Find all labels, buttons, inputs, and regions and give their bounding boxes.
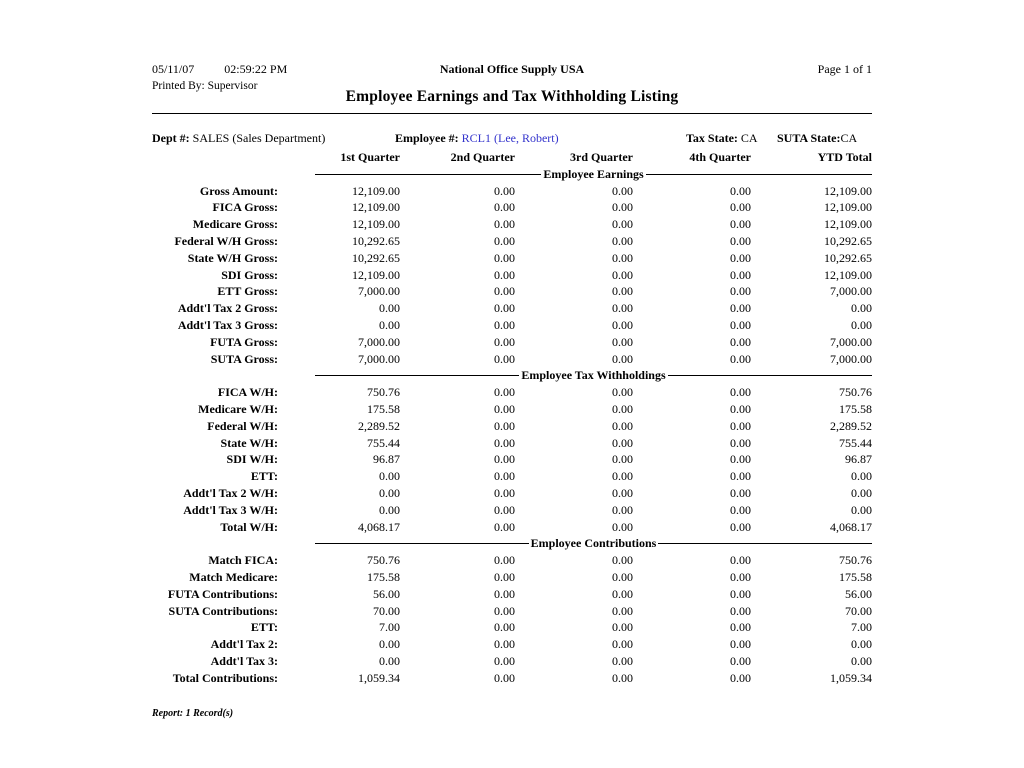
row-label: FICA W/H: — [217, 385, 278, 400]
value-cell: 7,000.00 — [358, 334, 400, 349]
column-header-spacer — [152, 149, 280, 166]
section-header — [315, 166, 872, 183]
tax-state-label: Tax State: — [686, 131, 738, 145]
table-row — [152, 267, 872, 284]
value-cell: 0.00 — [612, 301, 633, 316]
value-cell: 0.00 — [494, 233, 515, 248]
value-cell: 70.00 — [845, 603, 872, 618]
value-cell: 0.00 — [730, 217, 751, 232]
value-cell: 0.00 — [612, 284, 633, 299]
value-cell: 7,000.00 — [830, 284, 872, 299]
value-cell: 0.00 — [730, 317, 751, 332]
value-cell: 0.00 — [379, 301, 400, 316]
section-title: Employee Contributions — [530, 536, 657, 551]
table-row — [152, 468, 872, 485]
table-row — [152, 636, 872, 653]
column-header-q4: 4th Quarter — [689, 150, 751, 164]
table-row — [152, 418, 872, 435]
value-cell: 7.00 — [851, 620, 872, 635]
value-cell: 0.00 — [379, 653, 400, 668]
value-cell: 0.00 — [379, 502, 400, 517]
value-cell: 0.00 — [612, 553, 633, 568]
suta-state-value: CA — [840, 131, 858, 145]
employee-link[interactable]: RCL1 (Lee, Robert) — [461, 131, 559, 145]
table-row — [152, 619, 872, 636]
value-cell: 0.00 — [730, 569, 751, 584]
table-row — [152, 199, 872, 216]
value-cell: 750.76 — [367, 385, 400, 400]
value-cell: 0.00 — [379, 469, 400, 484]
section-title: Employee Earnings — [543, 166, 644, 181]
value-cell: 0.00 — [612, 670, 633, 685]
value-cell: 750.76 — [839, 553, 872, 568]
value-cell: 0.00 — [612, 200, 633, 215]
value-cell: 0.00 — [612, 351, 633, 366]
value-cell: 0.00 — [730, 603, 751, 618]
value-cell: 4,068.17 — [830, 519, 872, 534]
section-divider-line — [315, 375, 519, 376]
value-cell: 0.00 — [379, 637, 400, 652]
printed-by-value: Supervisor — [207, 80, 258, 92]
table-row — [152, 653, 872, 670]
value-cell: 750.76 — [839, 385, 872, 400]
value-cell: 0.00 — [494, 284, 515, 299]
row-label: FUTA Gross: — [210, 334, 278, 349]
value-cell: 7,000.00 — [358, 351, 400, 366]
value-cell: 10,292.65 — [352, 233, 400, 248]
value-cell: 0.00 — [612, 452, 633, 467]
value-cell: 0.00 — [612, 334, 633, 349]
table-row — [152, 435, 872, 452]
tax-state-info — [686, 131, 758, 146]
value-cell: 10,292.65 — [824, 233, 872, 248]
row-label: Medicare W/H: — [198, 401, 278, 416]
value-cell: 0.00 — [612, 485, 633, 500]
value-cell: 0.00 — [730, 183, 751, 198]
value-cell: 0.00 — [730, 267, 751, 282]
table-row — [152, 283, 872, 300]
value-cell: 0.00 — [494, 670, 515, 685]
column-header-row — [152, 149, 872, 166]
value-cell: 12,109.00 — [824, 267, 872, 282]
row-label: Federal W/H: — [207, 418, 278, 433]
value-cell: 0.00 — [612, 653, 633, 668]
value-cell: 0.00 — [612, 469, 633, 484]
table-row — [152, 485, 872, 502]
value-cell: 7,000.00 — [830, 351, 872, 366]
column-header-ytd: YTD Total — [817, 150, 872, 164]
printed-by-label: Printed By: — [152, 80, 205, 92]
value-cell: 0.00 — [494, 183, 515, 198]
value-cell: 0.00 — [730, 469, 751, 484]
row-label: Addt'l Tax 2 W/H: — [183, 485, 278, 500]
section-divider-line — [315, 543, 529, 544]
value-cell: 0.00 — [494, 553, 515, 568]
value-cell: 0.00 — [494, 435, 515, 450]
value-cell: 0.00 — [612, 620, 633, 635]
table-row — [152, 586, 872, 603]
value-cell: 0.00 — [612, 401, 633, 416]
value-cell: 0.00 — [494, 250, 515, 265]
value-cell: 0.00 — [494, 502, 515, 517]
dept-value: SALES (Sales Department) — [192, 131, 326, 145]
value-cell: 0.00 — [851, 637, 872, 652]
table-row — [152, 351, 872, 368]
value-cell: 0.00 — [612, 637, 633, 652]
table-row — [152, 519, 872, 536]
value-cell: 0.00 — [730, 401, 751, 416]
row-label: Match Medicare: — [189, 569, 278, 584]
table-row — [152, 670, 872, 687]
section-divider-line — [315, 174, 541, 175]
value-cell: 0.00 — [494, 452, 515, 467]
record-info-row — [152, 131, 872, 148]
section-divider-line — [646, 174, 872, 175]
section-divider-line — [668, 375, 872, 376]
section-divider-line — [658, 543, 872, 544]
value-cell: 12,109.00 — [352, 217, 400, 232]
report-header — [152, 62, 872, 79]
value-cell: 0.00 — [730, 250, 751, 265]
value-cell: 755.44 — [367, 435, 400, 450]
row-label: ETT: — [250, 469, 278, 484]
value-cell: 0.00 — [494, 586, 515, 601]
section-header — [315, 367, 872, 384]
value-cell: 0.00 — [494, 351, 515, 366]
row-label: ETT: — [250, 620, 278, 635]
value-cell: 0.00 — [494, 569, 515, 584]
value-cell: 0.00 — [494, 485, 515, 500]
suta-state-info — [777, 131, 857, 146]
value-cell: 7,000.00 — [830, 334, 872, 349]
value-cell: 755.44 — [839, 435, 872, 450]
value-cell: 175.58 — [839, 569, 872, 584]
value-cell: 0.00 — [612, 183, 633, 198]
value-cell: 175.58 — [367, 569, 400, 584]
table-row — [152, 603, 872, 620]
value-cell: 0.00 — [730, 670, 751, 685]
table-row — [152, 401, 872, 418]
value-cell: 0.00 — [730, 200, 751, 215]
dept-info — [152, 131, 325, 146]
table-row — [152, 569, 872, 586]
value-cell: 175.58 — [839, 401, 872, 416]
value-cell: 0.00 — [730, 519, 751, 534]
section-title: Employee Tax Withholdings — [521, 368, 666, 383]
row-label: SUTA Contributions: — [168, 603, 278, 618]
value-cell: 96.87 — [373, 452, 400, 467]
suta-state-label: SUTA State: — [777, 131, 841, 145]
value-cell: 56.00 — [845, 586, 872, 601]
table-row — [152, 233, 872, 250]
row-label: Total Contributions: — [172, 670, 278, 685]
report-page — [152, 0, 872, 719]
value-cell: 0.00 — [494, 200, 515, 215]
value-cell: 0.00 — [730, 284, 751, 299]
row-label: State W/H: — [220, 435, 278, 450]
report-date: 05/11/07 — [152, 62, 195, 76]
value-cell: 12,109.00 — [824, 200, 872, 215]
value-cell: 2,289.52 — [358, 418, 400, 433]
value-cell: 0.00 — [612, 267, 633, 282]
value-cell: 4,068.17 — [358, 519, 400, 534]
column-header-q3: 3rd Quarter — [570, 150, 633, 164]
table-row — [152, 183, 872, 200]
value-cell: 0.00 — [494, 385, 515, 400]
value-cell: 0.00 — [612, 418, 633, 433]
value-cell: 7.00 — [379, 620, 400, 635]
value-cell: 0.00 — [730, 233, 751, 248]
value-cell: 0.00 — [730, 351, 751, 366]
value-cell: 0.00 — [612, 217, 633, 232]
table-row — [152, 552, 872, 569]
value-cell: 0.00 — [612, 502, 633, 517]
value-cell: 0.00 — [730, 553, 751, 568]
value-cell: 0.00 — [730, 452, 751, 467]
value-cell: 0.00 — [730, 485, 751, 500]
table-row — [152, 502, 872, 519]
value-cell: 0.00 — [379, 317, 400, 332]
value-cell: 0.00 — [612, 586, 633, 601]
value-cell: 7,000.00 — [358, 284, 400, 299]
row-label: Addt'l Tax 3 Gross: — [177, 317, 278, 332]
dept-label: Dept #: — [152, 131, 190, 145]
value-cell: 0.00 — [494, 334, 515, 349]
value-cell: 56.00 — [373, 586, 400, 601]
value-cell: 0.00 — [494, 267, 515, 282]
value-cell: 70.00 — [373, 603, 400, 618]
value-cell: 750.76 — [367, 553, 400, 568]
row-label: SUTA Gross: — [210, 351, 278, 366]
value-cell: 0.00 — [494, 603, 515, 618]
value-cell: 0.00 — [494, 418, 515, 433]
section-header — [315, 535, 872, 552]
row-label: Medicare Gross: — [192, 217, 278, 232]
row-label: Addt'l Tax 3: — [210, 653, 278, 668]
row-label: Federal W/H Gross: — [174, 233, 278, 248]
table-row — [152, 300, 872, 317]
value-cell: 12,109.00 — [824, 183, 872, 198]
table-row — [152, 317, 872, 334]
value-cell: 0.00 — [612, 385, 633, 400]
value-cell: 0.00 — [851, 469, 872, 484]
value-cell: 1,059.34 — [358, 670, 400, 685]
value-cell: 12,109.00 — [352, 267, 400, 282]
value-cell: 0.00 — [730, 653, 751, 668]
value-cell: 0.00 — [730, 586, 751, 601]
row-label: ETT Gross: — [217, 284, 278, 299]
value-cell: 0.00 — [730, 301, 751, 316]
row-label: SDI Gross: — [221, 267, 278, 282]
value-cell: 0.00 — [612, 233, 633, 248]
value-cell: 0.00 — [730, 435, 751, 450]
value-cell: 0.00 — [612, 435, 633, 450]
value-cell: 0.00 — [730, 418, 751, 433]
column-header-q2: 2nd Quarter — [450, 150, 515, 164]
table-row — [152, 250, 872, 267]
value-cell: 0.00 — [379, 485, 400, 500]
value-cell: 12,109.00 — [352, 200, 400, 215]
page-title: Employee Earnings and Tax Withholding Listing — [345, 88, 679, 105]
column-header-q1: 1st Quarter — [340, 150, 400, 164]
value-cell: 1,059.34 — [830, 670, 872, 685]
table-row — [152, 451, 872, 468]
row-label: Match FICA: — [208, 553, 278, 568]
value-cell: 0.00 — [612, 317, 633, 332]
value-cell: 0.00 — [851, 317, 872, 332]
report-time: 02:59:22 PM — [224, 62, 288, 76]
value-cell: 0.00 — [494, 469, 515, 484]
value-cell: 10,292.65 — [824, 250, 872, 265]
row-label: Total W/H: — [220, 519, 278, 534]
row-label: FICA Gross: — [212, 200, 278, 215]
employee-info — [395, 131, 559, 146]
row-label: State W/H Gross: — [187, 250, 278, 265]
value-cell: 0.00 — [851, 301, 872, 316]
page-number: Page 1 of 1 — [817, 62, 872, 76]
company-name: National Office Supply USA — [439, 62, 585, 76]
value-cell: 12,109.00 — [352, 183, 400, 198]
value-cell: 175.58 — [367, 401, 400, 416]
value-cell: 0.00 — [612, 603, 633, 618]
row-label: Gross Amount: — [199, 183, 278, 198]
value-cell: 0.00 — [494, 217, 515, 232]
row-label: Addt'l Tax 2: — [210, 637, 278, 652]
value-cell: 0.00 — [730, 620, 751, 635]
report-subheader — [152, 79, 872, 113]
header-divider — [152, 113, 872, 114]
value-cell: 12,109.00 — [824, 217, 872, 232]
report-footer: Report: 1 Record(s) — [152, 707, 234, 719]
value-cell: 0.00 — [730, 385, 751, 400]
value-cell: 0.00 — [851, 502, 872, 517]
table-row — [152, 216, 872, 233]
employee-label: Employee #: — [395, 131, 459, 145]
row-label: FUTA Contributions: — [167, 586, 278, 601]
value-cell: 0.00 — [612, 569, 633, 584]
row-label: Addt'l Tax 3 W/H: — [183, 502, 278, 517]
report-grid — [152, 149, 872, 687]
row-label: SDI W/H: — [226, 452, 278, 467]
value-cell: 0.00 — [612, 250, 633, 265]
value-cell: 0.00 — [851, 653, 872, 668]
value-cell: 0.00 — [494, 317, 515, 332]
value-cell: 0.00 — [730, 637, 751, 652]
value-cell: 0.00 — [494, 301, 515, 316]
table-row — [152, 384, 872, 401]
value-cell: 2,289.52 — [830, 418, 872, 433]
value-cell: 96.87 — [845, 452, 872, 467]
value-cell: 0.00 — [494, 653, 515, 668]
value-cell: 0.00 — [494, 519, 515, 534]
value-cell: 0.00 — [730, 334, 751, 349]
tax-state-value: CA — [740, 131, 758, 145]
value-cell: 0.00 — [494, 637, 515, 652]
value-cell: 0.00 — [612, 519, 633, 534]
row-label: Addt'l Tax 2 Gross: — [177, 301, 278, 316]
value-cell: 0.00 — [494, 401, 515, 416]
value-cell: 10,292.65 — [352, 250, 400, 265]
value-cell: 0.00 — [730, 502, 751, 517]
value-cell: 0.00 — [494, 620, 515, 635]
table-row — [152, 334, 872, 351]
value-cell: 0.00 — [851, 485, 872, 500]
